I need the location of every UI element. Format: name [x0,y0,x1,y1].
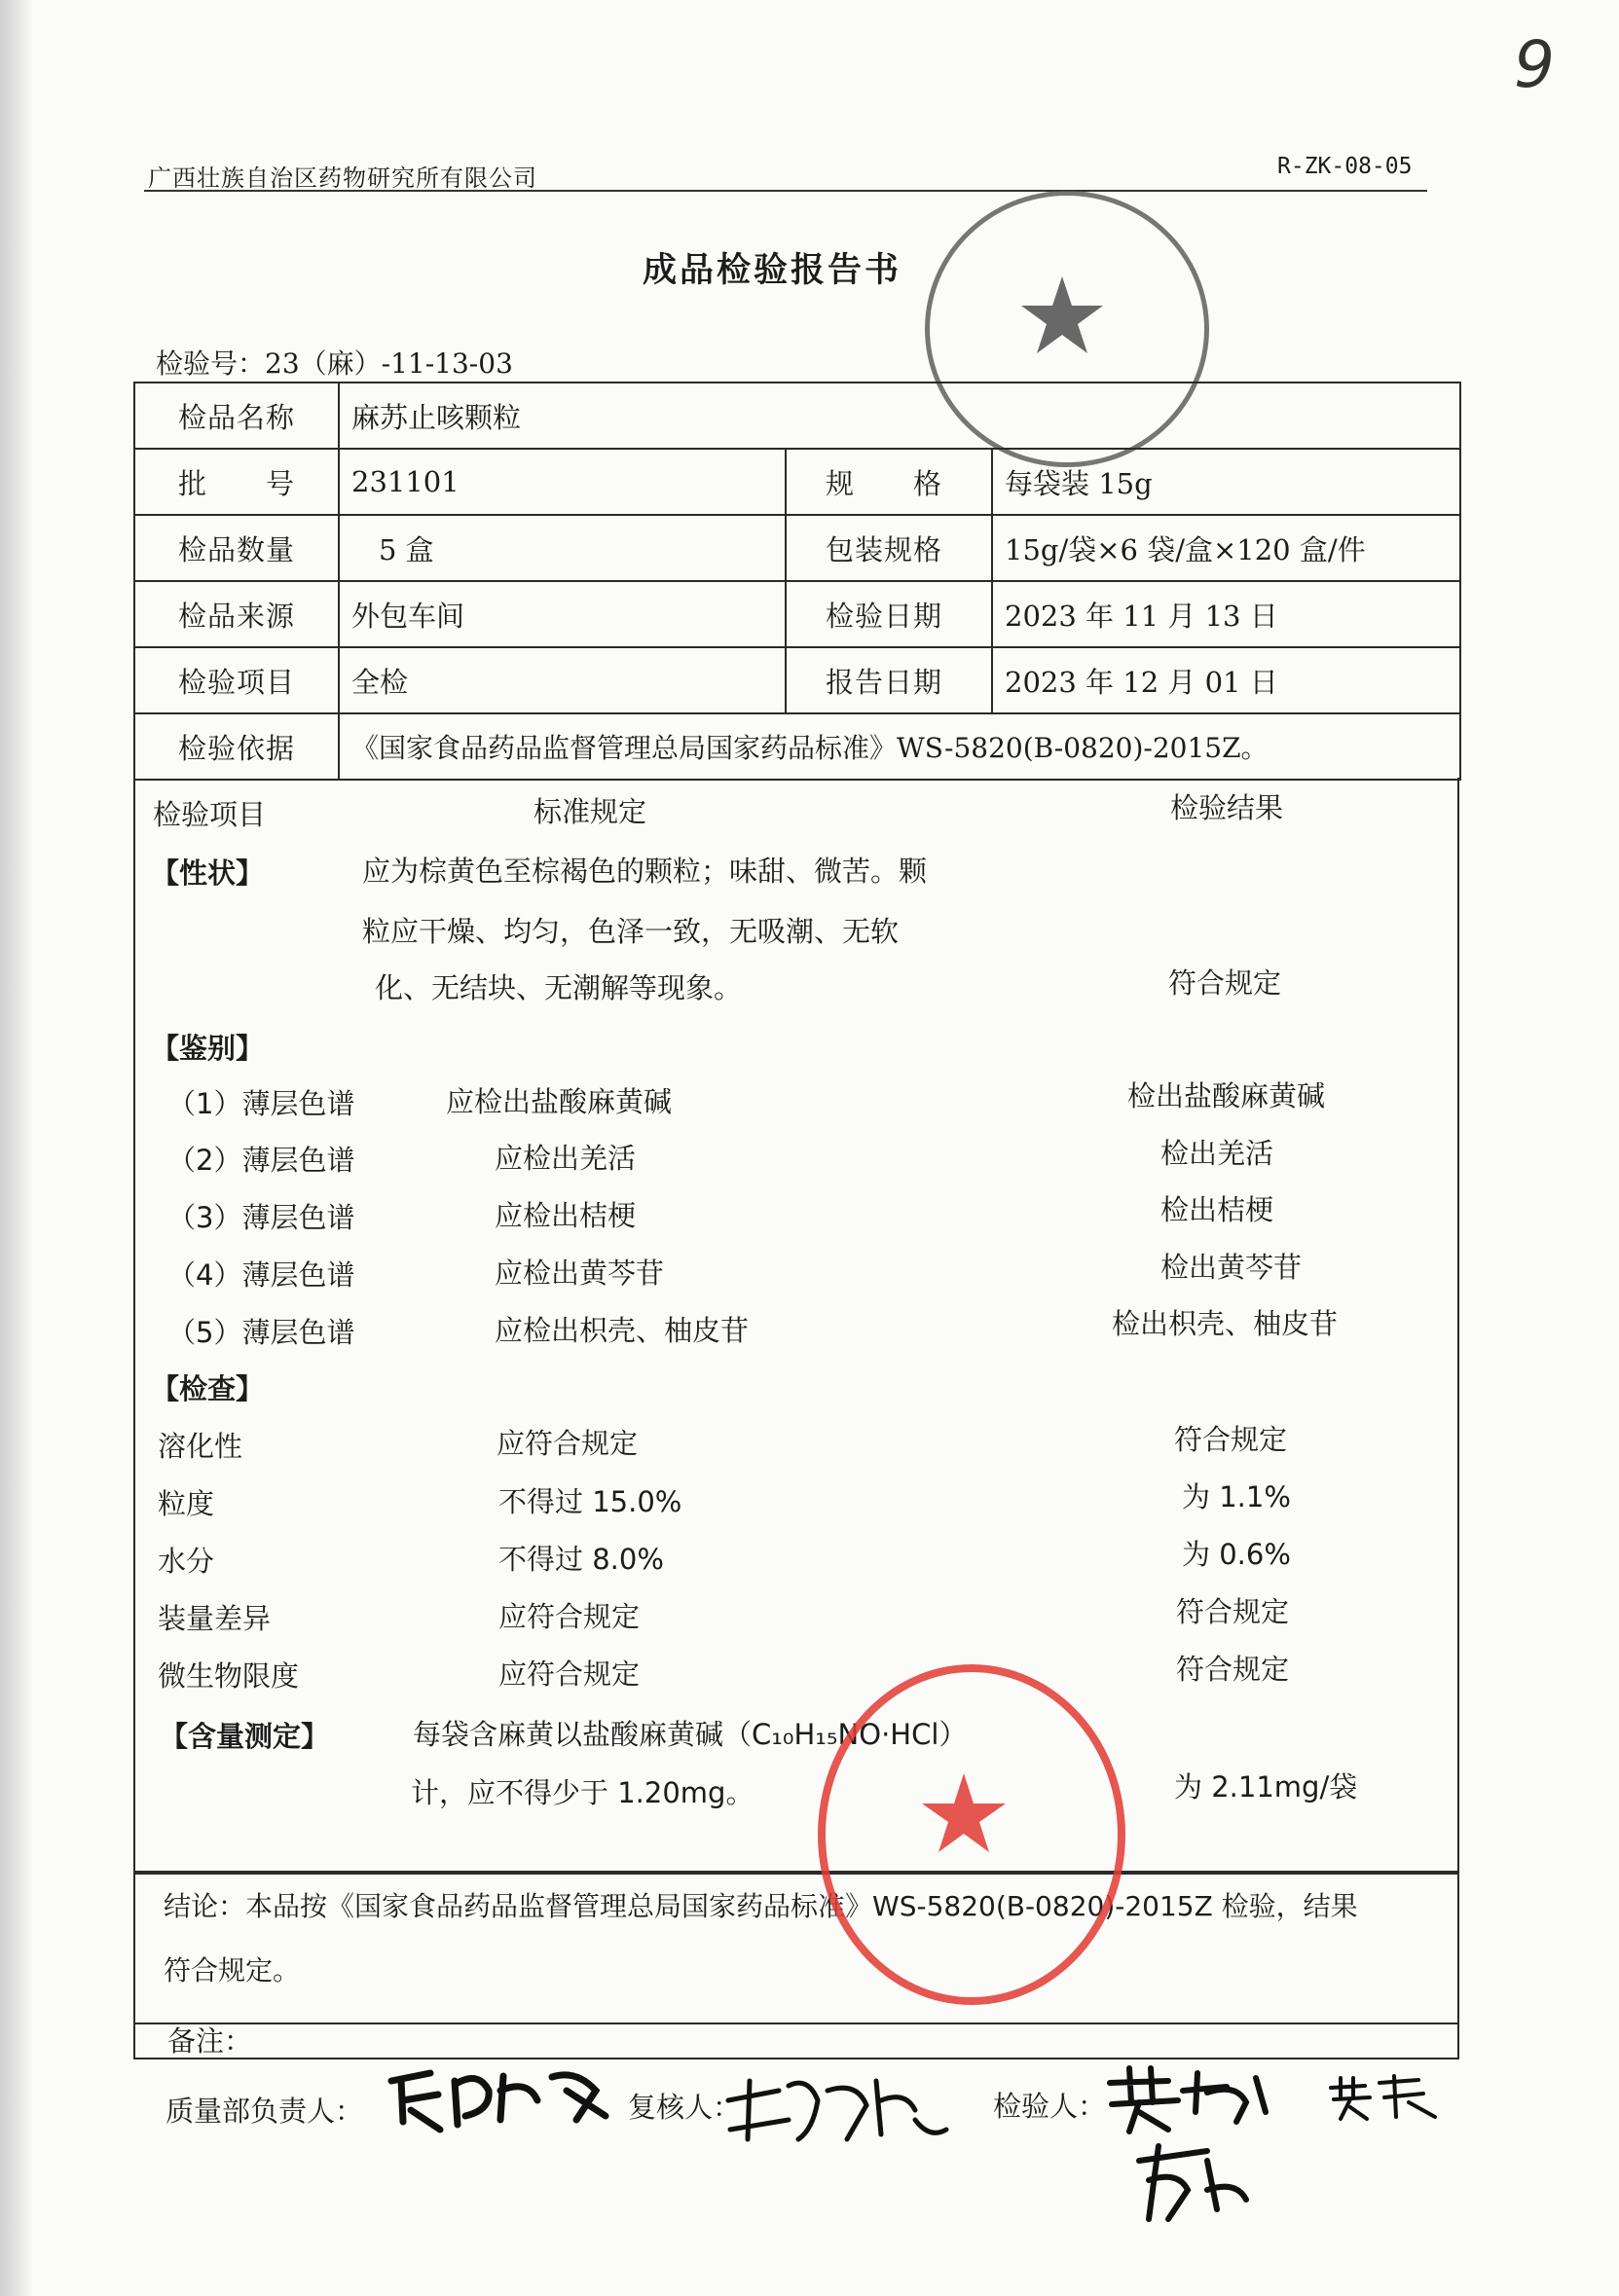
identification-item: （3）薄层色谱 [167,1201,355,1234]
check-standard: 不得过 8.0% [498,1543,664,1576]
quality-head-signature [382,2061,615,2143]
identification-item: （1）薄层色谱 [167,1087,355,1120]
identification-item: （2）薄层色谱 [167,1144,355,1177]
identification-item: （4）薄层色谱 [167,1258,355,1292]
identification-result: 检出桔梗 [1160,1193,1274,1226]
remark-label: 备注： [167,2024,253,2058]
check-result: 符合规定 [1176,1653,1290,1686]
check-item: 装量差异 [158,1602,272,1635]
identification-standard: 应检出桔梗 [495,1199,637,1232]
table-row [134,713,1460,780]
check-standard: 应符合规定 [497,1427,639,1460]
basic-info-table [133,382,1461,781]
identification-standard: 应检出黄芩苷 [495,1257,665,1290]
header-rule [144,190,1427,192]
check-standard: 应符合规定 [498,1600,641,1633]
identification-standard: 应检出盐酸麻黄碱 [446,1085,673,1118]
table-row [134,581,1460,647]
test-item-label: 检验项目 [134,647,339,713]
source-label: 检品来源 [134,581,339,647]
appearance-standard-line2: 粒应干燥、均匀，色泽一致，无吸潮、无软 [362,915,900,948]
quality-head-label: 质量部负责人： [166,2095,364,2128]
conclusion-line1: 结论：本品按《国家食品药品监督管理总局国家药品标准》WS-5820(B-0820)-2015Z 检验，结果 [164,1890,1358,1922]
reviewer-signature [720,2061,954,2163]
basis-value: 《国家食品药品监督管理总局国家药品标准》WS-5820(B-0820)-2015Z。 [339,713,1460,780]
batch-value: 231101 [339,449,786,515]
appearance-standard-line1: 应为棕黄色至棕褐色的颗粒；味甜、微苦。颗 [362,855,928,888]
table-row [134,515,1460,581]
check-item: 水分 [158,1545,215,1578]
test-date-label: 检验日期 [786,581,992,647]
assay-heading: 【含量测定】 [160,1720,330,1753]
assay-standard-line1: 每袋含麻黄以盐酸麻黄碱（C₁₀H₁₅NO·HCl） [413,1718,968,1751]
basis-label: 检验依据 [134,713,339,780]
table-row [134,449,1460,515]
inspector-label: 检验人： [993,2090,1107,2123]
packaging-value: 15g/袋×6 袋/盒×120 盒/件 [992,515,1460,581]
table-row [134,647,1460,713]
checks-heading: 【检查】 [151,1372,265,1405]
assay-result: 为 2.11mg/袋 [1174,1770,1358,1804]
inspector-signature [1100,2054,1295,2252]
identification-item: （5）薄层色谱 [167,1316,355,1349]
spec-label: 规 格 [786,449,992,515]
inspector-second-signature [1326,2068,1443,2131]
report-title: 成品检验报告书 [643,251,902,290]
assay-standard-line2: 计，应不得少于 1.20mg。 [411,1776,754,1809]
identification-result: 检出枳壳、柚皮苷 [1112,1307,1339,1340]
check-item: 微生物限度 [158,1659,300,1693]
column-item-heading: 检验项目 [153,798,267,831]
test-date-value: 2023 年 11 月 13 日 [992,581,1460,647]
identification-result: 检出羌活 [1160,1137,1274,1170]
identification-result: 检出盐酸麻黄碱 [1127,1079,1326,1112]
identification-standard: 应检出羌活 [495,1142,637,1175]
handwritten-page-number: 9 [1514,27,1555,102]
check-result: 为 0.6% [1182,1538,1291,1571]
appearance-heading: 【性状】 [151,856,265,890]
company-name: 广西壮族自治区药物研究所有限公司 [148,164,537,192]
quantity-label: 检品数量 [134,515,339,581]
sample-name-label: 检品名称 [134,383,339,449]
reviewer-label: 复核人： [628,2091,742,2124]
sample-name-value: 麻苏止咳颗粒 [339,383,1460,449]
document-code: R-ZK-08-05 [1277,154,1413,179]
table-row [134,383,1460,449]
spec-value: 每袋装 15g [992,449,1460,515]
report-date-label: 报告日期 [786,647,992,713]
column-standard-heading: 标准规定 [534,795,647,828]
source-value: 外包车间 [339,581,786,647]
test-item-value: 全检 [339,647,786,713]
identification-standard: 应检出枳壳、柚皮苷 [495,1314,750,1347]
inspection-number: 检验号：23（麻）-11-13-03 [156,347,513,380]
check-result: 符合规定 [1176,1595,1290,1628]
batch-label: 批 号 [134,449,339,515]
identification-heading: 【鉴别】 [151,1032,265,1065]
packaging-label: 包装规格 [786,515,992,581]
check-standard: 不得过 15.0% [498,1485,682,1518]
identification-result: 检出黄芩苷 [1160,1251,1303,1284]
conclusion-line2: 符合规定。 [164,1954,301,1986]
report-date-value: 2023 年 12 月 01 日 [992,647,1460,713]
quality-department-seal [818,1664,1125,2005]
check-standard: 应符合规定 [498,1658,641,1691]
check-item: 粒度 [158,1487,215,1520]
appearance-standard-line3: 化、无结块、无潮解等现象。 [375,971,743,1004]
check-item: 溶化性 [158,1430,243,1463]
quantity-value: 5 盒 [339,515,786,581]
check-result: 符合规定 [1174,1423,1288,1456]
scan-shadow [0,0,33,2296]
check-result: 为 1.1% [1182,1480,1291,1513]
column-result-heading: 检验结果 [1170,791,1284,824]
appearance-result: 符合规定 [1168,966,1282,1000]
